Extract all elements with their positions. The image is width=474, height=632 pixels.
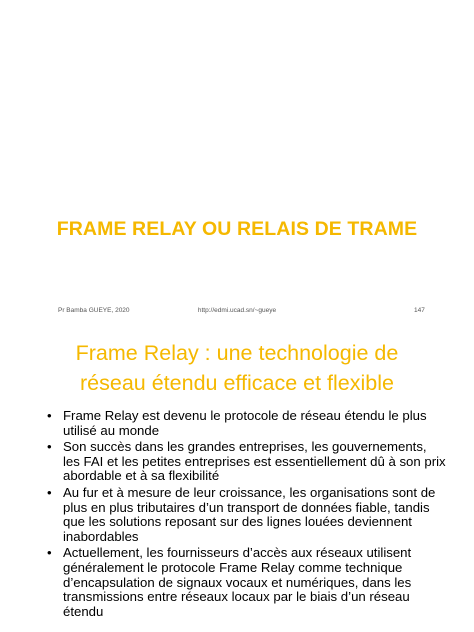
bullet-text: Son succès dans les grandes entreprises, les gouvernements, les FAI et les petites entreprises est essentiellement dû à son prix abordable et à sa flexibilité: [63, 439, 446, 484]
bullet-marker: •: [47, 439, 52, 455]
slide-heading: [0, 338, 474, 398]
slide-content: [0, 325, 474, 632]
bullet-item: [47, 486, 447, 544]
slide-heading-line-2: réseau étendu efficace et flexible: [80, 371, 394, 395]
footer-url: http://edmi.ucad.sn/~gueye: [197, 307, 277, 314]
bullet-item: [47, 409, 447, 438]
footer-page-number: 147: [414, 307, 425, 314]
bullet-marker: •: [47, 545, 52, 561]
footer-author: Pr Bamba GUEYE, 2020: [58, 307, 130, 314]
bullet-item: [47, 440, 447, 484]
bullet-text: Frame Relay est devenu le protocole de réseau étendu le plus utilisé au monde: [63, 408, 427, 438]
slide-heading-line-1: Frame Relay : une technologie de: [75, 341, 399, 365]
bullet-text: Au fur et à mesure de leur croissance, les organisations sont de plus en plus tributaires d’un transport de données fiable, tandis que les solutions reposant sur des lignes louées deviennent inabordables: [63, 484, 436, 544]
bullet-item: [47, 546, 447, 619]
section-title: FRAME RELAY OU RELAIS DE TRAME: [56, 218, 418, 240]
bullet-marker: •: [47, 408, 52, 423]
bullet-list: [47, 409, 447, 621]
bullet-text: Actuellement, les fournisseurs d’accès aux réseaux utilisent généralement le protocole Frame Relay comme technique d’encapsulation de signaux vocaux et numériques, dans les transmissions entre réseaux locaux par le biais d’un réseau étendu: [63, 545, 412, 619]
bullet-marker: •: [47, 484, 52, 500]
